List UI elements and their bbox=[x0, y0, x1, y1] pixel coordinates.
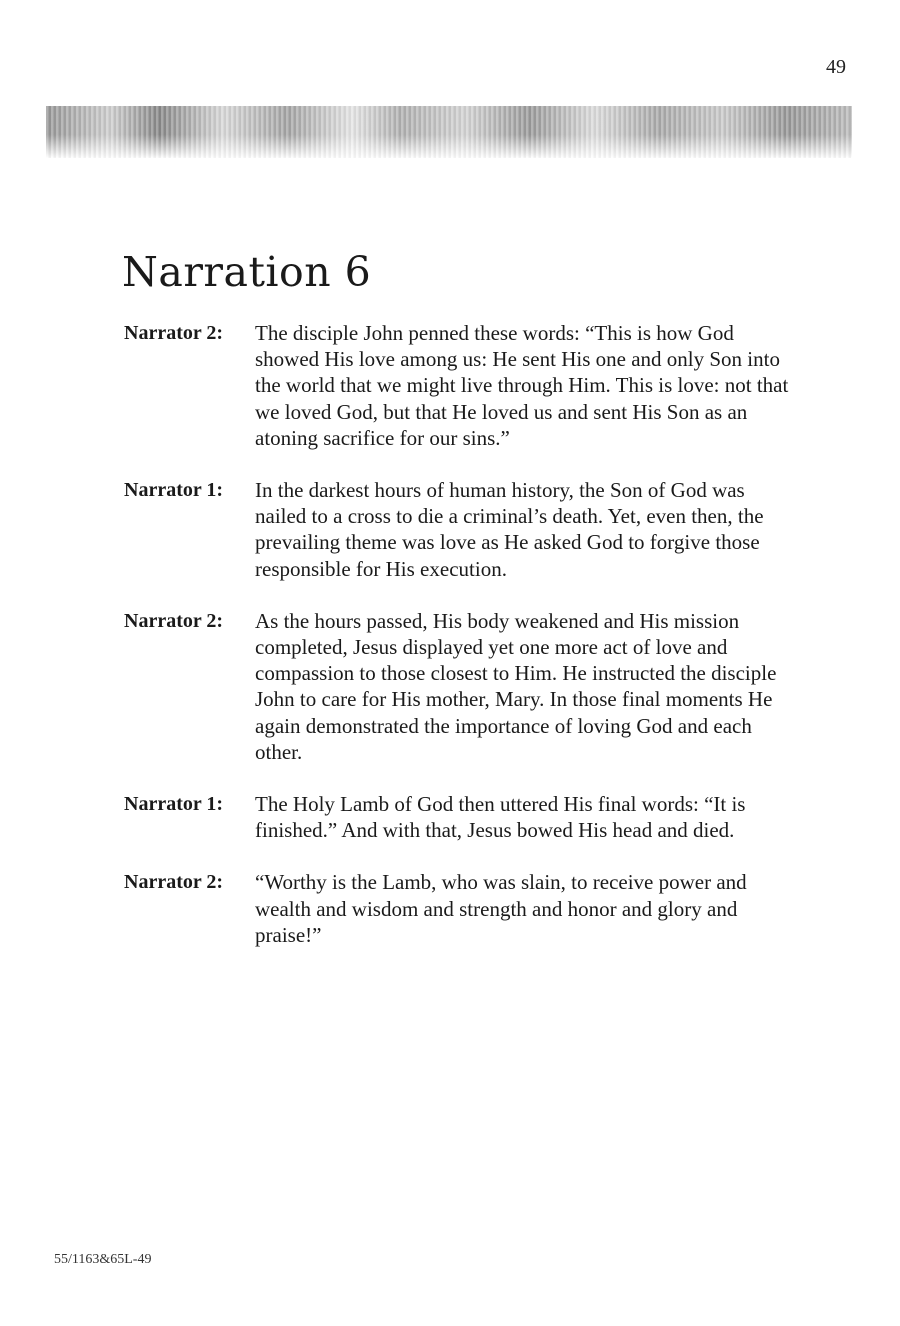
dialogue-entry bbox=[124, 477, 814, 582]
dialogue-entry bbox=[124, 608, 814, 765]
dialogue-text: As the hours passed, His body weakened and His mission completed, Jesus displayed yet one more act of love and compassion to those closest to Him. He instructed the disciple John to care for His mother, Mary. In those final moments He again demonstrated the importance of loving God and each other. bbox=[255, 608, 777, 764]
dialogue-entry bbox=[124, 791, 814, 843]
speaker-label: Narrator 1: bbox=[124, 479, 224, 502]
dialogue-text: The disciple John penned these words: “This is how God showed His love among us: He sent His one and only Son into the world that we might live through Him. This is love: not that we loved God, but that He loved us and sent His Son as an atoning sacrifice for our sins.” bbox=[255, 321, 789, 450]
page-number: 49 bbox=[826, 56, 846, 78]
dialogue-entry bbox=[124, 869, 814, 948]
dialogue-text: “Worthy is the Lamb, who was slain, to receive power and wealth and wisdom and strength and honor and glory and praise!” bbox=[255, 870, 747, 947]
dialogue-entry bbox=[124, 320, 814, 451]
speaker-label: Narrator 1: bbox=[124, 793, 224, 816]
page-title: Narration 6 bbox=[122, 248, 372, 296]
header-band bbox=[46, 106, 852, 158]
dialogue-text: The Holy Lamb of God then uttered His final words: “It is finished.” And with that, Jesus bowed His head and died. bbox=[255, 792, 746, 843]
speaker-label: Narrator 2: bbox=[124, 322, 224, 344]
footer-code: 55/1163&65L-49 bbox=[54, 1252, 152, 1267]
dialogue bbox=[124, 320, 814, 974]
dialogue-text: In the darkest hours of human history, the Son of God was nailed to a cross to die a criminal’s death. Yet, even then, the prevailing theme was love as He asked God to forgive those responsible for His execution. bbox=[255, 478, 764, 581]
speaker-label: Narrator 2: bbox=[124, 871, 224, 894]
speaker-label: Narrator 2: bbox=[124, 609, 224, 632]
